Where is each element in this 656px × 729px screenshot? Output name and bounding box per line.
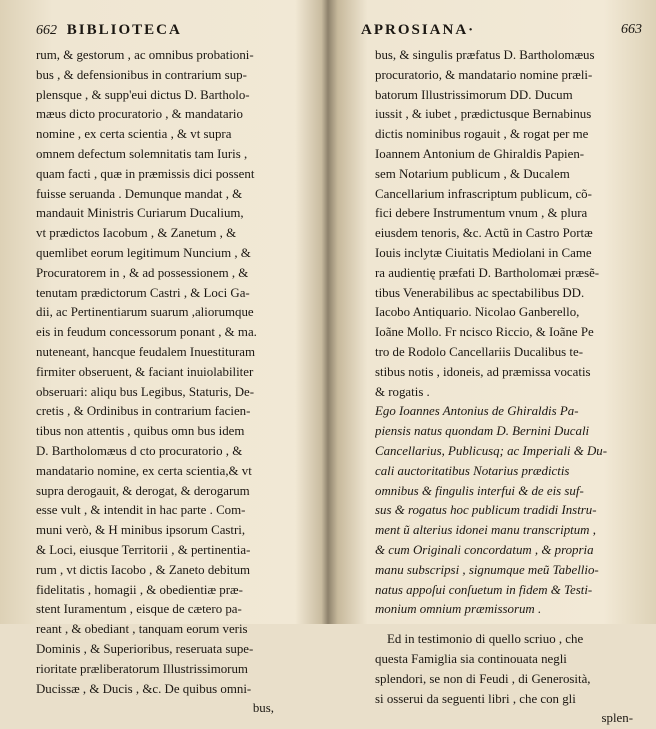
text-line: Dominis , & Superioribus, reseruata supe- [36,641,254,656]
text-line: nuteneant, hancque feudalem Inuestituram [36,344,256,359]
text-line: Procuratorem in , & ad possessionem , & [36,265,249,280]
right-text-block [375,46,637,729]
text-line: tibus non attentis , quibus omn bus idem [36,424,245,439]
text-line: dictis nominibus rogauit , & rogat per me [375,127,589,142]
text-line: sus & rogatus hoc publicum tradidi Instru- [375,503,597,518]
text-line: questa Famiglia sia continouata negli [375,651,567,666]
text-line: muni verò, & H minibus ipsorum Castri, [36,523,246,538]
text-line: dii, ac Pertinentiarum suarum ,aliorumque [36,305,254,320]
text-line: vt prædictos Iacobum , & Zanetum , & [36,226,237,241]
text-line: manu subscripsi , signumque meũ Tabellio- [375,562,599,577]
right-page-number: 663 [621,22,642,37]
text-line: omnem defectum solemnitatis tam Iuris , [36,146,248,161]
text-line: bus, & singulis præfatus D. Bartholomæus [375,48,595,62]
text-line: firmiter obseruent, & faciant inuiolabiliter [36,364,254,379]
text-line: quemlibet eorum legitimum Nuncium , & [36,245,251,260]
text-line: eiusdem tenoris, &c. Actũ in Castro Portæ [375,226,593,241]
text-line: cali auctoritatibus Notarius prædictis [375,463,570,478]
text-line: tro de Rodolo Cancellariis Ducalibus te- [375,344,583,359]
right-running-head [361,22,642,39]
text-line: nomine , ex certa scientia , & vt supra [36,127,232,142]
text-line: splendori, se non di Feudi , di Generosità, [375,671,591,686]
paragraph-gap [375,620,637,630]
text-line: supra derogauit, & derogat, & derogarum [36,483,250,498]
text-line: ra audientię præfati D. Bartholomæi præsẽ- [375,265,600,280]
text-line: iussit , & iubet , prædictusque Bernabinus [375,107,592,122]
text-line: reant , & obediant , tanquam eorum veris [36,622,248,637]
text-line: rum, & gestorum , ac omnibus probationi- [36,48,254,62]
text-line: tenutam prædictorum Castri , & Loci Ga- [36,285,250,300]
text-line: fuisse seruanda . Demunque mandat , & [36,186,243,201]
text-line: fici debere Instrumentum vnum , & plura [375,206,588,221]
left-page-number: 662 [36,23,57,38]
text-line: & cum Originali concordatum , & propria [375,542,594,557]
text-line: Ed in testimonio di quello scriuo , che [387,632,584,647]
text-line: bus , & defensionibus in contrarium sup- [36,67,247,82]
text-line: tibus Venerabilibus ac spectabilibus DD. [375,285,585,300]
text-line: Ducissæ , & Ducis , &c. De quibus omni- [36,681,252,696]
text-line: Ioãne Mollo. Fr ncisco Riccio, & Ioãne Pe [375,325,594,340]
text-line: quam facti , quæ in præmissis dici possent [36,166,255,181]
text-line: & rogatis . [375,384,430,399]
text-line: si osserui da seguenti libri , che con gli [375,691,576,706]
text-line: plensque , & supp'eui dictus D. Bartholo- [36,87,250,102]
text-line: mandauit Ministris Curiarum Ducalium, [36,206,244,221]
text-line: bus, [252,701,274,716]
left-page [0,0,325,716]
right-running-title: APROSIANA· [361,22,476,38]
text-line: D. Bartholomæus d cto procuratorio , & [36,443,243,458]
text-line: Iouis inclytæ Ciuitatis Mediolani in Came [375,245,592,260]
text-line: procuratorio, & mandatario nomine præli- [375,67,593,82]
text-line: batorum Illustrissimorum DD. Ducum [375,87,573,102]
text-line: rum , vt dictis Iacobo , & Zaneto debitum [36,562,251,577]
text-line: Iacobo Antiquario. Nicolao Ganberello, [375,305,580,320]
text-line: sem Notarium publicum , & Ducalem [375,166,570,181]
text-line: fidelitatis , homagii , & obedientiæ præ- [36,582,243,597]
left-text-block [36,46,304,719]
text-line: eis in feudum concessorum ponant , & ma. [36,325,257,340]
text-line: & Loci, eiusque Territorii , & pertinentia- [36,542,251,557]
text-line: monium omnium præmissorum . [375,602,542,617]
text-line: Ego Ioannes Antonius de Ghiraldis Pa- [375,404,579,419]
text-line: stent Iuramentum , eisque de cætero pa- [36,602,242,617]
text-line: Cancellarium infrascriptum publicum, cõ- [375,186,592,201]
text-line: stibus notis , idoneis, ad præmissa vocatis [375,364,591,379]
text-line: mæus dicto procuratorio , & mandatario [36,107,243,122]
right-page [331,0,656,726]
text-line: Cancellarius, Publicusq; ac Imperiali & Du- [375,443,607,458]
text-line: natus appoſui conſuetum in fidem & Testi- [375,582,593,597]
text-line: ment ũ alterius idonei manu transcriptum , [375,523,596,538]
text-line: splen- [601,711,633,726]
left-running-head [36,22,182,39]
left-running-title: BIBLIOTECA [66,22,182,38]
text-line: cretis , & Ordinibus in contrarium facien- [36,404,251,419]
text-line: omnibus & fingulis interfui & de eis suf- [375,483,584,498]
text-line: Ioannem Antonium de Ghiraldis Papien- [375,146,585,161]
text-line: obseruari: aliqu bus Legibus, Staturis, De- [36,384,255,399]
text-line: piensis natus quondam D. Bernini Ducali [375,424,590,439]
text-line: rioritate præliberatorum Illustrissimorum [36,661,248,676]
text-line: mandatario nomine, ex certa scientia,& vt [36,463,252,478]
text-line: esse vult , & intendit in hac parte . Com- [36,503,246,518]
